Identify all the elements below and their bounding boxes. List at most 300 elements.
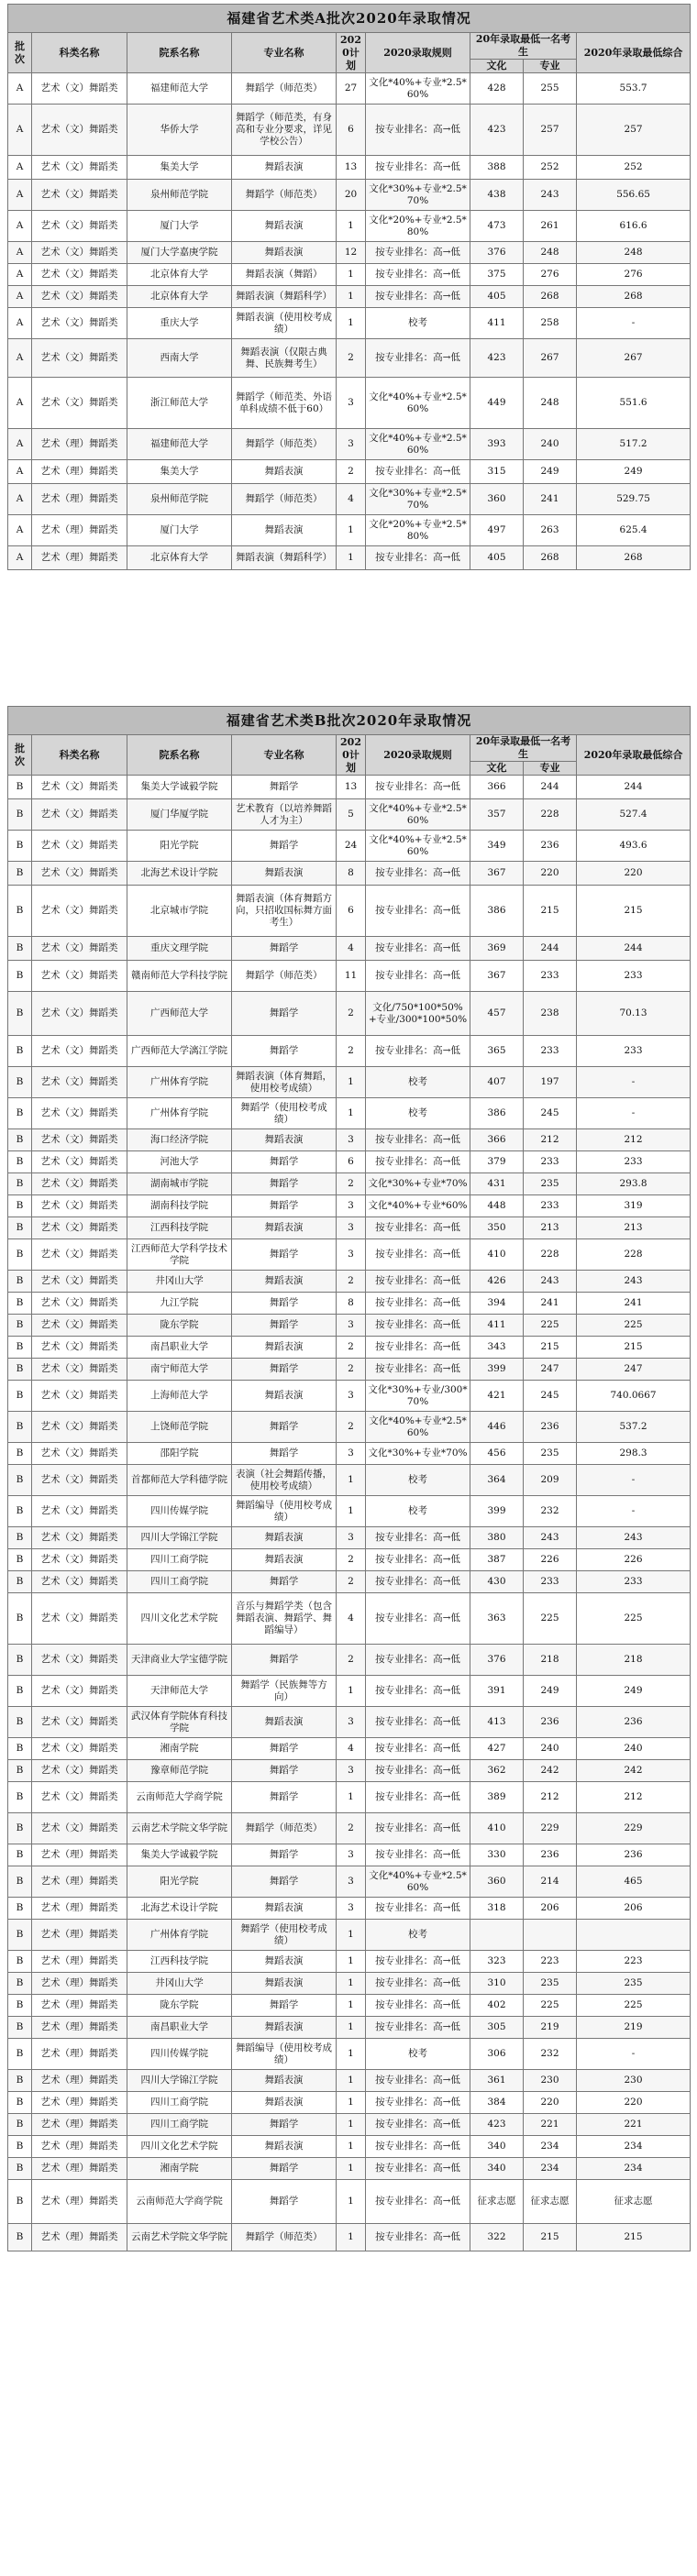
cell-plan: 11 [337, 961, 366, 992]
cell-rule: 按专业排名：高→低 [366, 460, 470, 484]
cell-school: 北京体育大学 [127, 546, 232, 570]
cell-min-score: 740.0667 [577, 1381, 691, 1412]
cell-school: 江西科技学院 [127, 1951, 232, 1973]
table-row [8, 1676, 691, 1707]
cell-min-score: 213 [577, 1217, 691, 1239]
cell-rule: 校考 [366, 1098, 470, 1129]
cell-batch: B [8, 1151, 32, 1173]
cell-rule: 文化/750*100*50%+专业/300*100*50% [366, 992, 470, 1036]
cell-subject: 艺术（理）舞蹈类 [32, 2092, 127, 2114]
header-rule: 2020录取规则 [366, 735, 470, 776]
cell-wenhua: 367 [470, 961, 524, 992]
cell-plan: 1 [337, 308, 366, 339]
cell-zhuanye: 232 [524, 2039, 577, 2070]
cell-wenhua: 343 [470, 1337, 524, 1359]
cell-plan: 13 [337, 156, 366, 180]
cell-wenhua: 389 [470, 1782, 524, 1813]
cell-subject: 艺术（文）舞蹈类 [32, 73, 127, 105]
cell-wenhua: 497 [470, 515, 524, 546]
cell-plan: 3 [337, 1866, 366, 1898]
cell-plan: 1 [337, 286, 366, 308]
table-row [8, 1782, 691, 1813]
cell-min-score: 267 [577, 339, 691, 378]
cell-zhuanye: 240 [524, 429, 577, 460]
cell-major: 舞蹈学 [232, 1173, 337, 1195]
cell-zhuanye: 247 [524, 1359, 577, 1381]
cell-school: 北京体育大学 [127, 286, 232, 308]
cell-batch: B [8, 862, 32, 886]
header-min-student: 20年录取最低一名考生 [470, 735, 577, 762]
cell-major: 舞蹈学 [232, 937, 337, 961]
cell-rule: 按专业排名：高→低 [366, 2114, 470, 2136]
table-row [8, 2180, 691, 2224]
cell-wenhua: 384 [470, 2092, 524, 2114]
cell-rule: 按专业排名：高→低 [366, 1151, 470, 1173]
cell-plan: 2 [337, 1412, 366, 1443]
cell-school: 四川文化艺术学院 [127, 1593, 232, 1645]
table-row [8, 1443, 691, 1465]
table-row [8, 180, 691, 211]
cell-plan: 3 [337, 1239, 366, 1271]
cell-wenhua: 405 [470, 286, 524, 308]
cell-school: 武汉体育学院体育科技学院 [127, 1707, 232, 1738]
cell-wenhua: 428 [470, 73, 524, 105]
cell-batch: B [8, 799, 32, 831]
cell-zhuanye: 245 [524, 1381, 577, 1412]
cell-major: 舞蹈学（师范类） [232, 1813, 337, 1844]
cell-plan: 13 [337, 776, 366, 799]
cell-batch: B [8, 1920, 32, 1951]
cell-subject: 艺术（理）舞蹈类 [32, 2070, 127, 2092]
cell-major: 舞蹈表演（使用校考成绩） [232, 308, 337, 339]
cell-batch: B [8, 1195, 32, 1217]
cell-batch: A [8, 73, 32, 105]
cell-zhuanye: 218 [524, 1645, 577, 1676]
cell-zhuanye: 234 [524, 2136, 577, 2158]
cell-batch: B [8, 2092, 32, 2114]
cell-min-score: 243 [577, 1527, 691, 1549]
cell-subject: 艺术（理）舞蹈类 [32, 460, 127, 484]
cell-major: 舞蹈学（师范类） [232, 961, 337, 992]
table-row [8, 73, 691, 105]
cell-batch: B [8, 1760, 32, 1782]
cell-subject: 艺术（文）舞蹈类 [32, 180, 127, 211]
table-row [8, 2092, 691, 2114]
header-school: 院系名称 [127, 735, 232, 776]
cell-min-score: 234 [577, 2136, 691, 2158]
cell-rule: 按专业排名：高→低 [366, 776, 470, 799]
table-row [8, 339, 691, 378]
cell-batch: B [8, 1549, 32, 1571]
cell-wenhua: 365 [470, 1036, 524, 1067]
cell-major: 舞蹈学 [232, 1151, 337, 1173]
cell-plan: 4 [337, 1593, 366, 1645]
header-min-student: 20年录取最低一名考生 [470, 33, 577, 60]
table-row [8, 1973, 691, 1995]
table-row [8, 429, 691, 460]
cell-min-score: 征求志愿 [577, 2180, 691, 2224]
cell-zhuanye: 268 [524, 546, 577, 570]
cell-subject: 艺术（文）舞蹈类 [32, 1549, 127, 1571]
cell-plan: 1 [337, 2017, 366, 2039]
cell-rule: 文化*40%+专业*2.5*60% [366, 1412, 470, 1443]
cell-min-score: 223 [577, 1951, 691, 1973]
cell-batch: A [8, 429, 32, 460]
header-school: 院系名称 [127, 33, 232, 73]
cell-school: 上饶师范学院 [127, 1412, 232, 1443]
cell-school: 福建师范大学 [127, 73, 232, 105]
cell-batch: B [8, 1973, 32, 1995]
cell-subject: 艺术（理）舞蹈类 [32, 2158, 127, 2180]
cell-rule: 文化*30%+专业*70% [366, 1173, 470, 1195]
cell-subject: 艺术（文）舞蹈类 [32, 1527, 127, 1549]
cell-wenhua: 426 [470, 1271, 524, 1293]
cell-wenhua: 473 [470, 211, 524, 242]
cell-wenhua: 357 [470, 799, 524, 831]
admission-table-a [7, 4, 690, 570]
cell-subject: 艺术（文）舞蹈类 [32, 105, 127, 156]
table-row [8, 1098, 691, 1129]
table-row [8, 1951, 691, 1973]
cell-major: 舞蹈学 [232, 1571, 337, 1593]
cell-rule: 按专业排名：高→低 [366, 1738, 470, 1760]
cell-wenhua: 393 [470, 429, 524, 460]
cell-batch: B [8, 2224, 32, 2251]
cell-school: 阳光学院 [127, 1866, 232, 1898]
cell-plan: 27 [337, 73, 366, 105]
cell-rule: 文化*40%+专业*2.5*60% [366, 831, 470, 862]
cell-batch: B [8, 1782, 32, 1813]
cell-wenhua: 402 [470, 1995, 524, 2017]
table-row [8, 1151, 691, 1173]
cell-major: 舞蹈学 [232, 1760, 337, 1782]
cell-min-score: 212 [577, 1129, 691, 1151]
cell-school: 集美大学诚毅学院 [127, 776, 232, 799]
cell-subject: 艺术（文）舞蹈类 [32, 1443, 127, 1465]
table-row [8, 2039, 691, 2070]
cell-rule: 按专业排名：高→低 [366, 1036, 470, 1067]
cell-subject: 艺术（文）舞蹈类 [32, 264, 127, 286]
cell-batch: A [8, 484, 32, 515]
cell-school: 江西师范大学科学技术学院 [127, 1239, 232, 1271]
cell-min-score: 298.3 [577, 1443, 691, 1465]
cell-batch: A [8, 308, 32, 339]
cell-rule: 按专业排名：高→低 [366, 1129, 470, 1151]
cell-subject: 艺术（文）舞蹈类 [32, 1036, 127, 1067]
cell-batch: B [8, 1593, 32, 1645]
cell-plan: 1 [337, 1098, 366, 1129]
cell-subject: 艺术（文）舞蹈类 [32, 1129, 127, 1151]
cell-plan: 1 [337, 1782, 366, 1813]
cell-zhuanye: 235 [524, 1973, 577, 1995]
table-row [8, 886, 691, 937]
cell-min-score [577, 1920, 691, 1951]
cell-school: 邵阳学院 [127, 1443, 232, 1465]
cell-plan: 3 [337, 1760, 366, 1782]
cell-plan: 3 [337, 1844, 366, 1866]
cell-major: 舞蹈表演 [232, 242, 337, 264]
table-row [8, 2114, 691, 2136]
cell-batch: A [8, 460, 32, 484]
cell-plan: 2 [337, 1036, 366, 1067]
cell-rule: 按专业排名：高→低 [366, 1973, 470, 1995]
cell-subject: 艺术（理）舞蹈类 [32, 2114, 127, 2136]
cell-zhuanye: 243 [524, 1271, 577, 1293]
table-row [8, 1645, 691, 1676]
cell-min-score: 268 [577, 546, 691, 570]
cell-min-score: 218 [577, 1645, 691, 1676]
cell-major: 舞蹈学（民族舞等方向） [232, 1676, 337, 1707]
cell-plan: 12 [337, 242, 366, 264]
cell-plan: 2 [337, 339, 366, 378]
cell-subject: 艺术（文）舞蹈类 [32, 339, 127, 378]
cell-min-score: 276 [577, 264, 691, 286]
cell-batch: A [8, 180, 32, 211]
cell-min-score: 229 [577, 1813, 691, 1844]
cell-batch: B [8, 1995, 32, 2017]
cell-plan: 2 [337, 1645, 366, 1676]
cell-school: 广西师范大学漓江学院 [127, 1036, 232, 1067]
cell-plan: 1 [337, 1676, 366, 1707]
cell-wenhua: 448 [470, 1195, 524, 1217]
cell-min-score: 70.13 [577, 992, 691, 1036]
cell-major: 舞蹈表演（舞蹈科学） [232, 546, 337, 570]
cell-min-score: 268 [577, 286, 691, 308]
cell-plan: 2 [337, 992, 366, 1036]
cell-rule: 按专业排名：高→低 [366, 1995, 470, 2017]
cell-school: 江西科技学院 [127, 1217, 232, 1239]
cell-school: 集美大学 [127, 156, 232, 180]
cell-subject: 艺术（文）舞蹈类 [32, 378, 127, 429]
cell-plan: 24 [337, 831, 366, 862]
cell-min-score: 551.6 [577, 378, 691, 429]
cell-subject: 艺术（文）舞蹈类 [32, 1571, 127, 1593]
cell-major: 舞蹈学 [232, 1738, 337, 1760]
cell-zhuanye: 242 [524, 1760, 577, 1782]
cell-wenhua: 350 [470, 1217, 524, 1239]
table-row [8, 1315, 691, 1337]
cell-zhuanye: 233 [524, 1151, 577, 1173]
cell-zhuanye: 233 [524, 1195, 577, 1217]
cell-wenhua: 399 [470, 1359, 524, 1381]
cell-major: 舞蹈表演 [232, 1337, 337, 1359]
cell-school: 南昌职业大学 [127, 1337, 232, 1359]
cell-wenhua: 310 [470, 1973, 524, 1995]
cell-subject: 艺术（文）舞蹈类 [32, 799, 127, 831]
cell-min-score: 228 [577, 1239, 691, 1271]
cell-school: 重庆文理学院 [127, 937, 232, 961]
cell-wenhua: 427 [470, 1738, 524, 1760]
table-title: 福建省艺术类B批次2020年录取情况 [8, 707, 691, 735]
cell-school: 湘南学院 [127, 1738, 232, 1760]
cell-wenhua: 375 [470, 264, 524, 286]
cell-min-score: 215 [577, 886, 691, 937]
cell-min-score: 206 [577, 1898, 691, 1920]
cell-wenhua: 430 [470, 1571, 524, 1593]
cell-major: 舞蹈学 [232, 1412, 337, 1443]
cell-major: 舞蹈表演 [232, 211, 337, 242]
cell-rule: 文化*20%+专业*2.5*80% [366, 515, 470, 546]
cell-wenhua: 421 [470, 1381, 524, 1412]
cell-wenhua: 360 [470, 1866, 524, 1898]
cell-min-score: 215 [577, 2224, 691, 2251]
cell-plan: 6 [337, 886, 366, 937]
cell-major: 舞蹈学 [232, 1443, 337, 1465]
cell-school: 厦门大学嘉庚学院 [127, 242, 232, 264]
cell-wenhua: 323 [470, 1951, 524, 1973]
cell-zhuanye: 243 [524, 180, 577, 211]
cell-plan: 1 [337, 2070, 366, 2092]
cell-batch: B [8, 1067, 32, 1098]
cell-min-score: 225 [577, 1315, 691, 1337]
cell-school: 集美大学 [127, 460, 232, 484]
cell-batch: B [8, 831, 32, 862]
cell-school: 重庆大学 [127, 308, 232, 339]
cell-major: 舞蹈学 [232, 831, 337, 862]
cell-plan: 1 [337, 2136, 366, 2158]
cell-school: 福建师范大学 [127, 429, 232, 460]
table-row [8, 105, 691, 156]
cell-batch: B [8, 1315, 32, 1337]
cell-wenhua: 340 [470, 2136, 524, 2158]
cell-rule: 按专业排名：高→低 [366, 2017, 470, 2039]
cell-rule: 按专业排名：高→低 [366, 2224, 470, 2251]
table-row [8, 2224, 691, 2251]
header-major: 专业名称 [232, 735, 337, 776]
cell-major: 舞蹈学 [232, 1866, 337, 1898]
cell-wenhua: 399 [470, 1496, 524, 1527]
cell-plan: 1 [337, 211, 366, 242]
cell-zhuanye: 215 [524, 886, 577, 937]
table-row [8, 1465, 691, 1496]
cell-school: 赣南师范大学科技学院 [127, 961, 232, 992]
cell-major: 艺术教育（以培养舞蹈人才为主） [232, 799, 337, 831]
cell-zhuanye: 220 [524, 2092, 577, 2114]
cell-school: 厦门大学 [127, 211, 232, 242]
cell-min-score: 241 [577, 1293, 691, 1315]
cell-major: 舞蹈学 [232, 1844, 337, 1866]
cell-major: 舞蹈学（使用校考成绩） [232, 1920, 337, 1951]
cell-major: 舞蹈表演（仅限古典舞、民族舞考生） [232, 339, 337, 378]
cell-rule: 按专业排名：高→低 [366, 286, 470, 308]
cell-school: 广西师范大学 [127, 992, 232, 1036]
table-row [8, 1593, 691, 1645]
cell-batch: A [8, 242, 32, 264]
cell-batch: B [8, 1293, 32, 1315]
cell-plan: 1 [337, 2039, 366, 2070]
cell-school: 井冈山大学 [127, 1973, 232, 1995]
cell-plan: 3 [337, 1129, 366, 1151]
cell-subject: 艺术（文）舞蹈类 [32, 937, 127, 961]
cell-subject: 艺术（文）舞蹈类 [32, 1676, 127, 1707]
cell-min-score: 233 [577, 1151, 691, 1173]
cell-subject: 艺术（理）舞蹈类 [32, 2017, 127, 2039]
cell-wenhua: 380 [470, 1527, 524, 1549]
header-wenhua: 文化 [470, 60, 524, 73]
cell-school: 四川传媒学院 [127, 1496, 232, 1527]
cell-school: 天津师范大学 [127, 1676, 232, 1707]
cell-plan: 3 [337, 1217, 366, 1239]
table-row [8, 1920, 691, 1951]
cell-wenhua: 369 [470, 937, 524, 961]
cell-batch: B [8, 1271, 32, 1293]
cell-subject: 艺术（理）舞蹈类 [32, 484, 127, 515]
cell-batch: B [8, 1844, 32, 1866]
table-row [8, 799, 691, 831]
cell-major: 舞蹈表演 [232, 156, 337, 180]
table-row [8, 1129, 691, 1151]
cell-subject: 艺术（文）舞蹈类 [32, 1465, 127, 1496]
cell-plan: 3 [337, 1195, 366, 1217]
cell-wenhua: 315 [470, 460, 524, 484]
cell-zhuanye: 232 [524, 1496, 577, 1527]
header-batch: 批次 [8, 33, 32, 73]
cell-batch: B [8, 776, 32, 799]
cell-major: 舞蹈表演 [232, 1973, 337, 1995]
table-row [8, 1898, 691, 1920]
cell-min-score: 493.6 [577, 831, 691, 862]
cell-rule: 校考 [366, 308, 470, 339]
table-row [8, 546, 691, 570]
cell-wenhua: 388 [470, 156, 524, 180]
cell-batch: B [8, 2158, 32, 2180]
table-row [8, 831, 691, 862]
cell-min-score: 212 [577, 1782, 691, 1813]
cell-zhuanye: 233 [524, 1036, 577, 1067]
cell-plan: 8 [337, 1293, 366, 1315]
cell-batch: A [8, 264, 32, 286]
cell-rule: 按专业排名：高→低 [366, 2092, 470, 2114]
cell-rule: 按专业排名：高→低 [366, 1898, 470, 1920]
cell-zhuanye: 215 [524, 2224, 577, 2251]
cell-subject: 艺术（文）舞蹈类 [32, 211, 127, 242]
cell-wenhua: 367 [470, 862, 524, 886]
cell-rule: 按专业排名：高→低 [366, 2158, 470, 2180]
cell-plan: 8 [337, 862, 366, 886]
cell-plan: 2 [337, 1337, 366, 1359]
table-row [8, 460, 691, 484]
table-row [8, 1293, 691, 1315]
cell-wenhua: 379 [470, 1151, 524, 1173]
cell-rule: 校考 [366, 1920, 470, 1951]
cell-major: 舞蹈学 [232, 2158, 337, 2180]
cell-major: 舞蹈学 [232, 1995, 337, 2017]
cell-zhuanye: 228 [524, 1239, 577, 1271]
table-row [8, 1412, 691, 1443]
cell-school: 厦门大学 [127, 515, 232, 546]
cell-zhuanye: 235 [524, 1443, 577, 1465]
cell-zhuanye: 212 [524, 1782, 577, 1813]
cell-min-score: - [577, 2039, 691, 2070]
cell-rule: 按专业排名：高→低 [366, 1782, 470, 1813]
cell-zhuanye: 240 [524, 1738, 577, 1760]
cell-subject: 艺术（文）舞蹈类 [32, 1496, 127, 1527]
table-row [8, 992, 691, 1036]
cell-min-score: 225 [577, 1995, 691, 2017]
cell-subject: 艺术（文）舞蹈类 [32, 1412, 127, 1443]
cell-batch: B [8, 1465, 32, 1496]
cell-subject: 艺术（文）舞蹈类 [32, 1707, 127, 1738]
cell-school: 四川工商学院 [127, 1549, 232, 1571]
cell-rule: 文化*30%+专业*70% [366, 1443, 470, 1465]
cell-major: 舞蹈表演（体育舞蹈方向，只招收国标舞方面考生） [232, 886, 337, 937]
table-row [8, 1195, 691, 1217]
table-row [8, 961, 691, 992]
cell-subject: 艺术（理）舞蹈类 [32, 2039, 127, 2070]
cell-major: 舞蹈表演 [232, 1217, 337, 1239]
cell-wenhua: 322 [470, 2224, 524, 2251]
cell-min-score: 616.6 [577, 211, 691, 242]
